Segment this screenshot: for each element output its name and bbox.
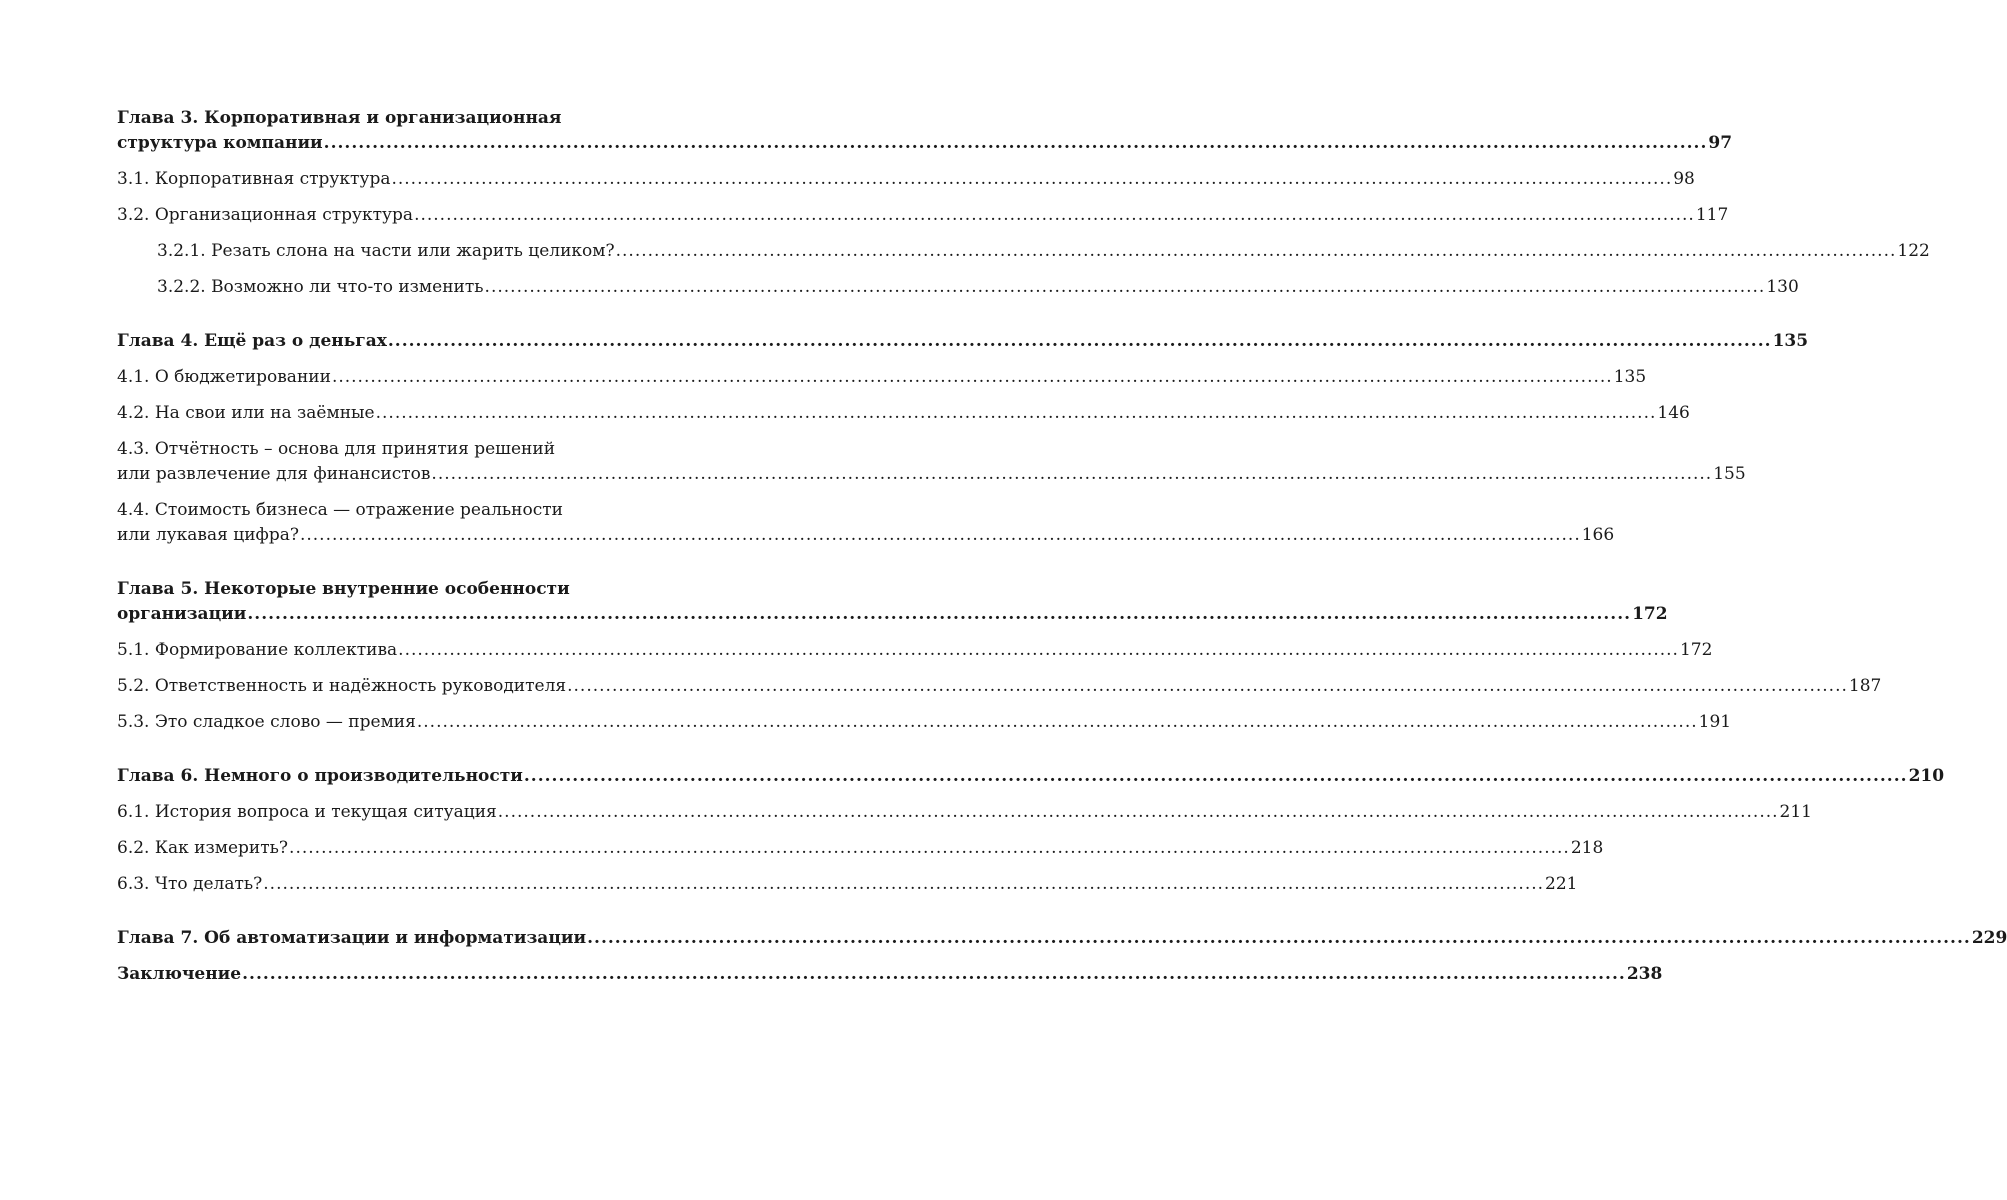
toc-section-entry — [117, 439, 1746, 489]
toc-entry-title: 4.2. На свои или на заёмные — [117, 403, 375, 423]
toc-line — [117, 579, 707, 604]
toc-section-entry — [117, 367, 1647, 392]
toc-line — [117, 874, 1578, 899]
section-gap — [117, 561, 707, 579]
page-number: 130 — [1766, 277, 1799, 297]
toc-line — [117, 766, 1945, 791]
toc-section-entry — [117, 169, 1695, 194]
toc-line — [117, 403, 1690, 428]
toc-section-entry — [117, 676, 1882, 701]
toc-line — [117, 367, 1647, 392]
toc-line — [117, 500, 668, 525]
toc-entry-title: 5.3. Это сладкое слово — премия — [117, 712, 416, 732]
section-gap — [117, 910, 707, 928]
page-number: 146 — [1657, 403, 1690, 423]
toc-section-entry — [117, 712, 1732, 737]
toc-subsection-entry — [157, 277, 1799, 302]
section-gap — [117, 313, 707, 331]
toc-line — [117, 802, 1812, 827]
toc-chapter-entry — [117, 331, 1809, 356]
toc-line — [117, 439, 668, 464]
dot-leader: ........................................................................................................................................................................................................ — [323, 133, 1708, 153]
dot-leader: ........................................................................................................................................................................................................ — [391, 169, 1673, 189]
toc-line — [117, 712, 1732, 737]
toc-entry-title: 4.1. О бюджетировании — [117, 367, 331, 387]
toc-chapter-entry — [117, 108, 1733, 158]
toc-line — [157, 241, 1930, 266]
toc-entry-title: Глава 7. Об автоматизации и информатизации — [117, 928, 587, 948]
dot-leader: ........................................................................................................................................................................................................ — [242, 964, 1626, 984]
toc-chapter-entry — [117, 579, 1668, 629]
toc-line — [117, 464, 1746, 489]
toc-line — [117, 525, 1615, 550]
toc-line — [117, 169, 1695, 194]
toc-chapter-entry — [117, 928, 2007, 953]
toc-entry-title: 3.2.2. Возможно ли что-то изменить — [157, 277, 484, 297]
dot-leader: ........................................................................................................................................................................................................ — [615, 241, 1897, 261]
toc-entry-title: 3.2.1. Резать слона на части или жарить целиком? — [157, 241, 615, 261]
toc-entry-title: структура компании — [117, 133, 323, 153]
toc-entry-title: 4.3. Отчётность – основа для принятия решений — [117, 439, 556, 459]
toc-line — [117, 604, 1668, 629]
toc-entry-title: 3.1. Корпоративная структура — [117, 169, 391, 189]
dot-leader: ........................................................................................................................................................................................................ — [398, 640, 1679, 660]
toc-entry-title: 5.1. Формирование коллектива — [117, 640, 398, 660]
page-number: 135 — [1772, 331, 1809, 351]
toc-chapter-entry — [117, 964, 1663, 989]
toc-entry-title: Глава 5. Некоторые внутренние особенности — [117, 579, 570, 599]
toc-line — [117, 331, 1809, 356]
toc-entry-title: Глава 6. Немного о производительности — [117, 766, 523, 786]
toc-section-entry — [117, 838, 1604, 863]
page-number: 210 — [1908, 766, 1945, 786]
toc-entry-title: 4.4. Стоимость бизнеса — отражение реальности — [117, 500, 563, 520]
toc-entry-title: Глава 3. Корпоративная и организационная — [117, 108, 562, 128]
dot-leader: ........................................................................................................................................................................................................ — [484, 277, 1766, 297]
dot-leader: ........................................................................................................................................................................................................ — [247, 604, 1632, 624]
page-number: 229 — [1971, 928, 2007, 948]
toc-section-entry — [117, 403, 1690, 428]
toc-line — [117, 964, 1663, 989]
page-number: 221 — [1545, 874, 1578, 894]
toc-entry-title: или лукавая цифра? — [117, 525, 299, 545]
dot-leader: ........................................................................................................................................................................................................ — [414, 205, 1695, 225]
toc-line — [117, 676, 1882, 701]
toc-section-entry — [117, 205, 1729, 230]
toc-section-entry — [117, 500, 1615, 550]
page-number: 155 — [1713, 464, 1746, 484]
page-number: 172 — [1679, 640, 1713, 660]
toc-entry-title: 5.2. Ответственность и надёжность руководителя — [117, 676, 567, 696]
page-number: 166 — [1581, 525, 1615, 545]
toc-entry-title: или развлечение для финансистов — [117, 464, 431, 484]
table-of-contents — [117, 108, 2007, 1000]
toc-section-entry — [117, 802, 1812, 827]
toc-line — [117, 640, 1713, 665]
page-number: 191 — [1698, 712, 1732, 732]
toc-line — [117, 108, 707, 133]
toc-entry-title: 6.3. Что делать? — [117, 874, 263, 894]
page-number: 218 — [1570, 838, 1604, 858]
page-number: 187 — [1848, 676, 1882, 696]
dot-leader: ........................................................................................................................................................................................................ — [587, 928, 1971, 948]
toc-entry-title: организации — [117, 604, 247, 624]
toc-subsection-entry — [157, 241, 1930, 266]
dot-leader: ........................................................................................................................................................................................................ — [567, 676, 1848, 696]
dot-leader: ........................................................................................................................................................................................................ — [431, 464, 1713, 484]
dot-leader: ........................................................................................................................................................................................................ — [289, 838, 1570, 858]
toc-line — [117, 205, 1729, 230]
page-number: 172 — [1632, 604, 1668, 624]
dot-leader: ........................................................................................................................................................................................................ — [497, 802, 1779, 822]
page-number: 117 — [1695, 205, 1729, 225]
toc-chapter-entry — [117, 766, 1945, 791]
page-number: 98 — [1673, 169, 1695, 189]
page-number: 211 — [1779, 802, 1812, 822]
page-number: 238 — [1626, 964, 1663, 984]
page-number: 97 — [1708, 133, 1733, 153]
toc-line — [117, 928, 2007, 953]
toc-entry-title: Заключение — [117, 964, 242, 984]
dot-leader: ........................................................................................................................................................................................................ — [299, 525, 1581, 545]
section-gap — [117, 748, 707, 766]
toc-line — [117, 838, 1604, 863]
toc-section-entry — [117, 640, 1713, 665]
toc-entry-title: Глава 4. Ещё раз о деньгах — [117, 331, 387, 351]
toc-entry-title: 6.1. История вопроса и текущая ситуация — [117, 802, 497, 822]
page-number: 122 — [1897, 241, 1930, 261]
toc-line — [117, 133, 1733, 158]
toc-section-entry — [117, 874, 1578, 899]
toc-line — [157, 277, 1799, 302]
dot-leader: ........................................................................................................................................................................................................ — [375, 403, 1657, 423]
dot-leader: ........................................................................................................................................................................................................ — [416, 712, 1698, 732]
dot-leader: ........................................................................................................................................................................................................ — [331, 367, 1613, 387]
dot-leader: ........................................................................................................................................................................................................ — [263, 874, 1545, 894]
dot-leader: ........................................................................................................................................................................................................ — [387, 331, 1772, 351]
toc-entry-title: 3.2. Организационная структура — [117, 205, 414, 225]
dot-leader: ........................................................................................................................................................................................................ — [523, 766, 1908, 786]
toc-entry-title: 6.2. Как измерить? — [117, 838, 289, 858]
page-number: 135 — [1613, 367, 1647, 387]
